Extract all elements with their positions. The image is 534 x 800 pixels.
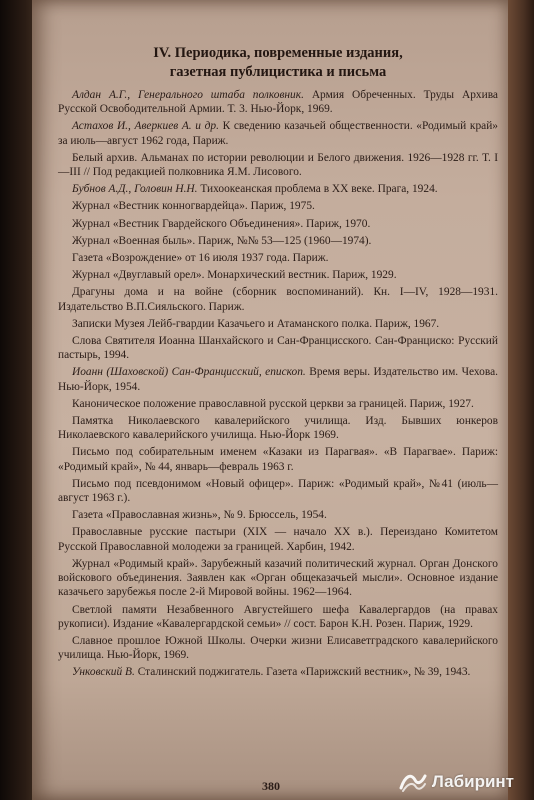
bibliography-entry <box>58 182 498 196</box>
page-number: 380 <box>262 779 280 793</box>
entry-text: Записки Музея Лейб-гвардии Казачьего и Атаманского полка. Париж, 1967. <box>72 317 440 330</box>
section-heading-line-1: IV. Периодика, повременные издания, <box>153 45 403 61</box>
entry-text: Журнал «Вестник конногвардейца». Париж, 1975. <box>72 200 315 213</box>
entry-text: Светлой памяти Незабвенного Августейшего шефа Кавалергардов (на правах рукописи). Издание «Кавалергардской семьи» // сост. Барон К.Н. Розен. Париж, 1929. <box>58 603 498 630</box>
bibliography-entry <box>58 397 498 411</box>
bibliography-entry <box>58 603 498 631</box>
entry-text: Драгуны дома и на войне (сборник воспоминаний). Кн. I—IV, 1928—1931. Издательство В.П.Сияльского. Париж. <box>58 286 498 313</box>
entry-author: Бубнов А.Д., Головин Н.Н. <box>72 183 198 196</box>
entry-text: К сведению казачьей общественности. «Родимый край» за июль—август 1962 года, Париж. <box>58 120 498 147</box>
bibliography-entry <box>58 665 498 679</box>
book-page <box>32 0 510 800</box>
bibliography-entry <box>58 477 498 505</box>
bibliography-entry <box>58 217 498 231</box>
bibliography-entry <box>58 285 498 313</box>
bibliography-entry <box>58 334 498 362</box>
bibliography-entry <box>58 199 498 213</box>
entry-text: Белый архив. Альманах по истории революции и Белого движения. 1926—1928 гг. Т. I—III // Под редакцией полковника Я.М. Лисового. <box>58 151 498 179</box>
section-heading <box>58 44 498 82</box>
bibliography-entry <box>58 234 498 248</box>
labirint-logo-icon <box>399 770 427 794</box>
entry-text: Сталинский поджигатель. Газета «Парижский вестник», № 39, 1943. <box>134 666 471 679</box>
bibliography-entry <box>58 151 498 179</box>
bibliography-entry <box>58 251 498 265</box>
entry-text: Время веры. Издательство им. Чехова. Нью-Йорк, 1954. <box>58 366 498 393</box>
bibliography-list <box>58 88 498 680</box>
entry-author: Алдан А.Г., Генерального штаба полковник. <box>72 89 304 101</box>
entry-text: Журнал «Военная быль». Париж, №№ 53—125 (1960—1974). <box>72 234 372 247</box>
entry-text: Тихоокеанская проблема в XX веке. Прага, 1924. <box>197 183 438 196</box>
entry-text: Газета «Возрождение» от 16 июля 1937 года. Париж. <box>72 252 329 265</box>
watermark <box>399 770 514 794</box>
bibliography-entry <box>58 634 498 662</box>
entry-text: Славное прошлое Южной Школы. Очерки жизни Елисаветградского кавалерийского училища. Нью-Йорк, 1969. <box>58 634 498 662</box>
entry-text: Письмо под псевдонимом «Новый офицер». Париж: «Родимый край», №41 (июль—август 1963 г.). <box>58 477 498 505</box>
bibliography-entry <box>58 365 498 393</box>
bibliography-entry <box>58 88 498 116</box>
entry-text: Слова Святителя Иоанна Шанхайского и Сан-Францисского. Сан-Франциско: Русский пастырь, 1994. <box>58 335 498 362</box>
entry-text: Каноническое положение православной русской церкви за границей. Париж, 1927. <box>72 397 474 410</box>
bibliography-entry <box>58 317 498 331</box>
bibliography-entry <box>58 268 498 282</box>
bibliography-entry <box>58 508 498 522</box>
entry-text: Памятка Николаевского кавалерийского училища. Изд. Бывших юнкеров Николаевского кавалерийского училища. Нью-Йорк 1969. <box>58 415 498 442</box>
bibliography-entry <box>58 557 498 600</box>
entry-author: Астахов И., Аверкиев А. и др. <box>72 120 219 133</box>
entry-text: Православные русские пастыри (XIX — начало XX в.). Переиздано Комитетом Русской Православной молодежи за границей. Харбин, 1942. <box>58 526 498 553</box>
page-content <box>58 44 498 683</box>
bibliography-entry <box>58 414 498 442</box>
bibliography-entry <box>58 525 498 553</box>
bibliography-entry <box>58 445 498 473</box>
entry-text: Письмо под собирательным именем «Казаки из Парагвая». «В Парагвае». Париж: «Родимый край», № 44, январь—февраль 1963 г. <box>58 446 498 473</box>
section-heading-line-2: газетная публицистика и письма <box>169 64 387 80</box>
entry-text: Журнал «Вестник Гвардейского Объединения». Париж, 1970. <box>72 217 371 230</box>
book-edge-left <box>0 0 36 800</box>
entry-author: Иоанн (Шаховской) Сан-Францисский, епископ. <box>72 366 306 379</box>
entry-text: Журнал «Двуглавый орел». Монархический вестник. Париж, 1929. <box>72 269 397 282</box>
entry-text: Армия Обреченных. Труды Архива Русской Освободительной Армии. Т. 3. Нью-Йорк, 1969. <box>58 89 498 116</box>
entry-text: Журнал «Родимый край». Зарубежный казачий политический журнал. Орган Донского войскового объединения. Заявлен как «Орган общеказачьей мысли». Основное издание казачьего зарубежья после 2-й Мировой войны. 1962—1964. <box>58 557 498 599</box>
watermark-text: Лабиринт <box>431 772 514 791</box>
bibliography-entry <box>58 119 498 147</box>
entry-text: Газета «Православная жизнь», № 9. Брюссель, 1954. <box>72 509 327 522</box>
entry-author: Унковский В. <box>72 666 135 679</box>
book-edge-right <box>508 0 534 800</box>
